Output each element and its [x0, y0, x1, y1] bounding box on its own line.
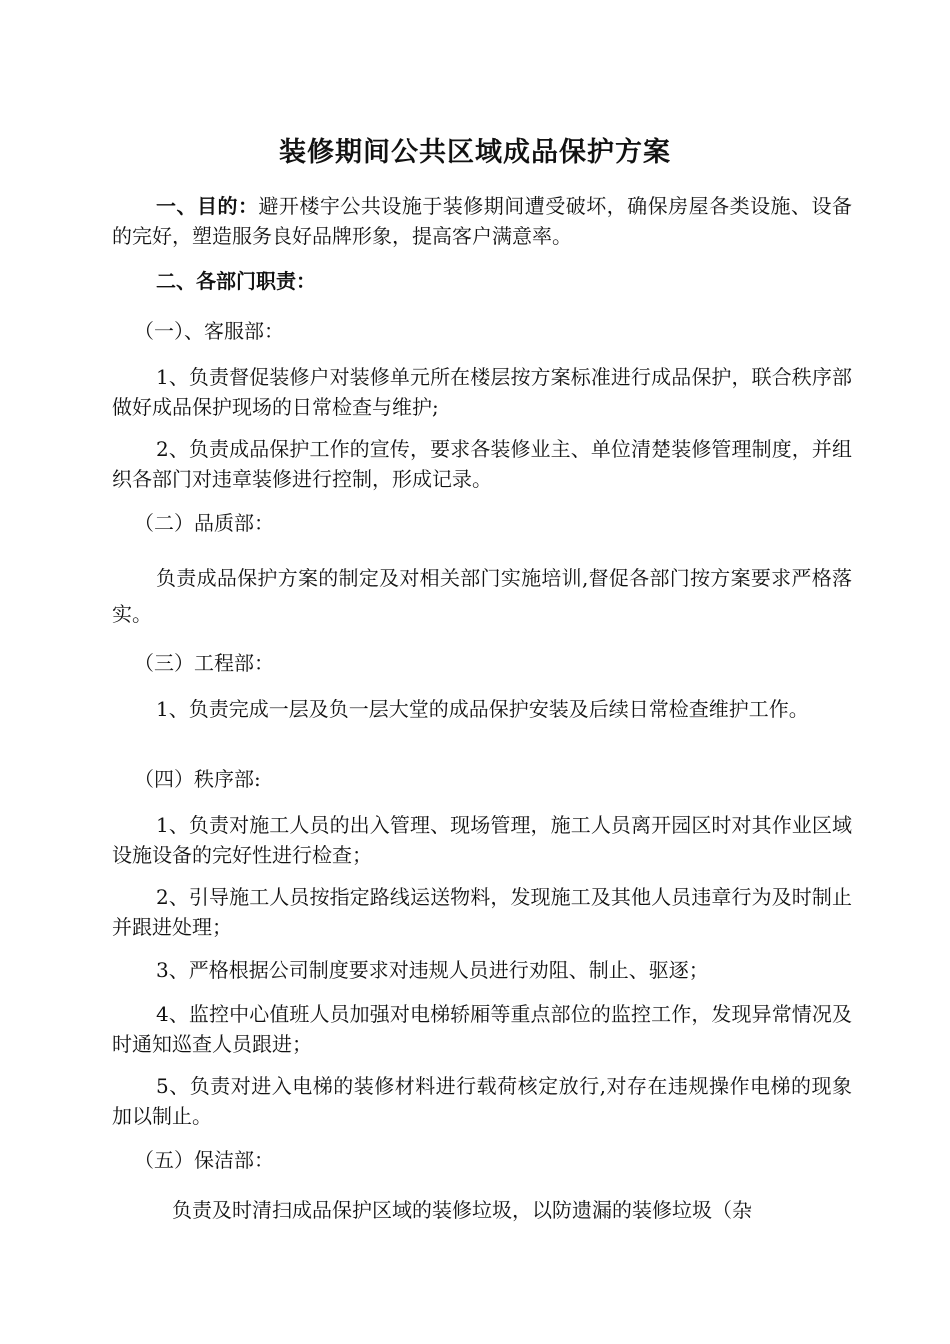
zhixu-item-3: 3、严格根据公司制度要求对违规人员进行劝阻、制止、驱逐； [156, 958, 709, 982]
pinzhi-item-1: 负责成品保护方案的制定及对相关部门实施培训,督促各部门按方案要求严格落实。 [112, 566, 852, 626]
section-purpose-heading: 一、目的： [156, 194, 259, 218]
kefu-heading: （一）、客服部： [134, 319, 284, 343]
zhixu-item-5: 5、负责对进入电梯的装修材料进行载荷核定放行,对存在违规操作电梯的现象加以制止。 [112, 1074, 852, 1128]
zhixu-item-2: 2、引导施工人员按指定路线运送物料，发现施工及其他人员违章行为及时制止并跟进处理； [112, 885, 852, 939]
document-title: 装修期间公共区域成品保护方案 [279, 137, 671, 168]
baojie-heading: （五）保洁部： [134, 1148, 274, 1172]
zhixu-item-1: 1、负责对施工人员的出入管理、现场管理，施工人员离开园区时对其作业区域设施设备的完好性进行检查； [112, 813, 852, 867]
section-responsibilities-heading: 二、各部门职责： [156, 269, 316, 293]
gongcheng-item-1: 1、负责完成一层及负一层大堂的成品保护安装及后续日常检查维护工作。 [156, 697, 809, 721]
zhixu-item-4: 4、监控中心值班人员加强对电梯轿厢等重点部位的监控工作，发现异常情况及时通知巡查人员跟进； [112, 1002, 852, 1056]
zhixu-heading: （四）秩序部: [134, 767, 261, 791]
baojie-item-1: 负责及时清扫成品保护区域的装修垃圾，以防遗漏的装修垃圾（杂 [172, 1198, 752, 1222]
gongcheng-heading: （三）工程部： [134, 651, 274, 675]
kefu-item-1: 1、负责督促装修户对装修单元所在楼层按方案标准进行成品保护，联合秩序部做好成品保护现场的日常检查与维护; [112, 365, 852, 419]
kefu-item-2: 2、负责成品保护工作的宣传，要求各装修业主、单位清楚装修管理制度，并组织各部门对违章装修进行控制，形成记录。 [112, 437, 852, 491]
section-purpose-text: 避开楼宇公共设施于装修期间遭受破坏，确保房屋各类设施、设备的完好，塑造服务良好品牌形象，提高客户满意率。 [112, 194, 853, 248]
section-purpose [112, 191, 852, 251]
pinzhi-heading: （二）品质部： [134, 511, 274, 535]
